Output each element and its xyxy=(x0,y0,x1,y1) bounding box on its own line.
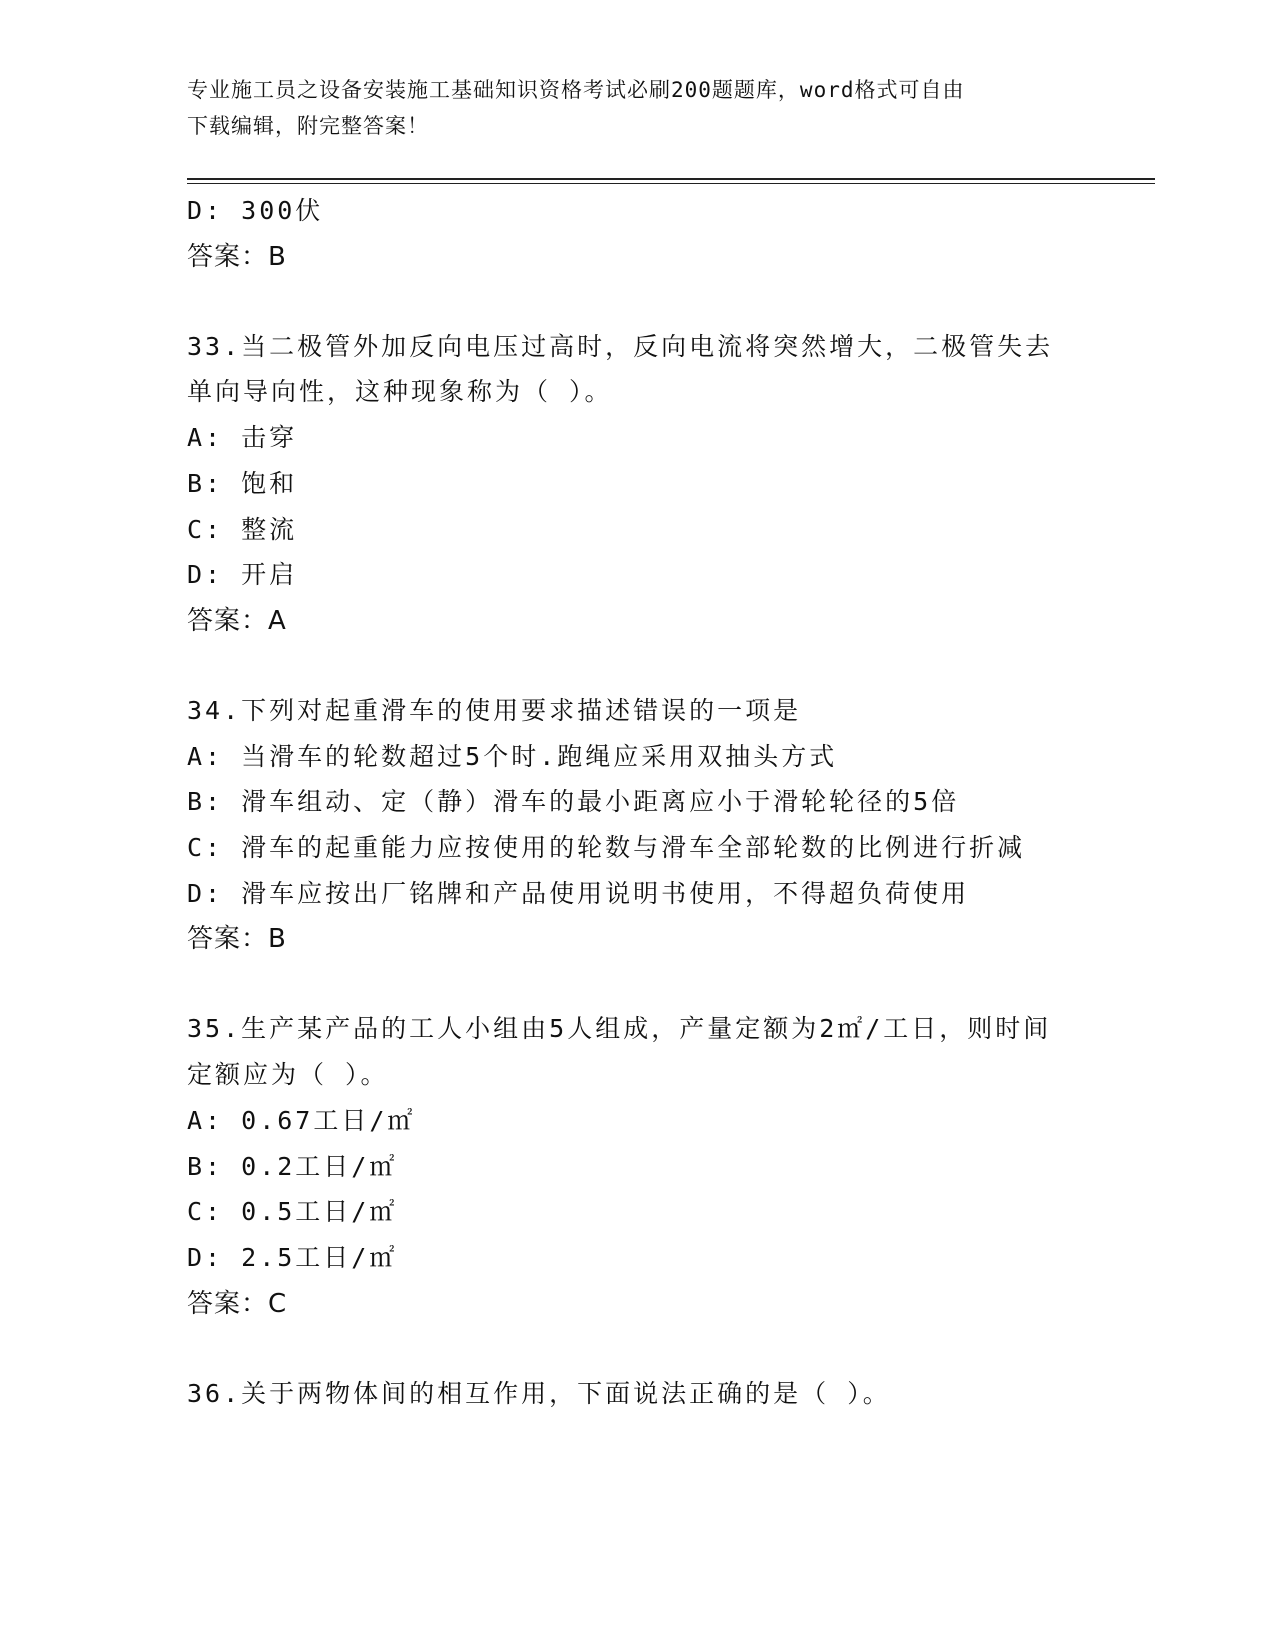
option-b: B: 饱和 xyxy=(187,468,298,498)
question-stem: 36.关于两物体间的相互作用，下面说法正确的是（ ）。 xyxy=(187,1378,891,1408)
question-stem: 33.当二极管外加反向电压过高时，反向电流将突然增大，二极管失去 xyxy=(187,331,1054,361)
question-stem-cont: 单向导向性，这种现象称为（ ）。 xyxy=(187,377,613,407)
header-rule-thin xyxy=(187,183,1155,184)
question-35 xyxy=(187,1006,1087,1326)
question-stem: 35.生产某产品的工人小组由5人组成，产量定额为2㎡/工日，则时间 xyxy=(187,1014,1052,1044)
option-a: A: 当滑车的轮数超过5个时.跑绳应采用双抽头方式 xyxy=(187,741,838,771)
option-d: D: 2.5工日/㎡ xyxy=(187,1242,398,1272)
answer-label: 答案：A xyxy=(187,605,287,636)
option-c: C: 0.5工日/㎡ xyxy=(187,1197,398,1227)
option-d: D: 开启 xyxy=(187,560,298,590)
option-b: B: 滑车组动、定（静）滑车的最小距离应小于滑轮轮径的5倍 xyxy=(187,787,960,817)
option-a: A: 击穿 xyxy=(187,423,298,453)
previous-question-tail xyxy=(187,188,1087,280)
spacer xyxy=(187,644,1087,688)
question-stem-cont: 定额应为（ ）。 xyxy=(187,1060,389,1090)
document-body xyxy=(187,188,1087,1416)
answer-label: 答案：C xyxy=(187,1288,288,1319)
answer-label: 答案：B xyxy=(187,241,287,272)
option-c: C: 整流 xyxy=(187,514,298,544)
question-36 xyxy=(187,1371,1087,1417)
question-33 xyxy=(187,324,1087,644)
header-line-2: 下载编辑，附完整答案！ xyxy=(187,114,429,138)
option-d: D: 滑车应按出厂铭牌和产品使用说明书使用，不得超负荷使用 xyxy=(187,878,970,908)
option-b: B: 0.2工日/㎡ xyxy=(187,1151,398,1181)
question-34 xyxy=(187,688,1087,963)
option-c: C: 滑车的起重能力应按使用的轮数与滑车全部轮数的比例进行折减 xyxy=(187,833,1026,863)
spacer xyxy=(187,962,1087,1006)
question-stem: 34.下列对起重滑车的使用要求描述错误的一项是 xyxy=(187,695,802,725)
spacer xyxy=(187,280,1087,324)
option-a: A: 0.67工日/㎡ xyxy=(187,1105,416,1135)
header-line-1: 专业施工员之设备安装施工基础知识资格考试必刷200题题库，word格式可自由 xyxy=(187,78,965,102)
answer-label: 答案：B xyxy=(187,924,287,955)
document-header xyxy=(187,72,1087,144)
option-d: D: 300伏 xyxy=(187,196,324,225)
spacer xyxy=(187,1327,1087,1371)
header-rule-thick xyxy=(187,178,1155,180)
